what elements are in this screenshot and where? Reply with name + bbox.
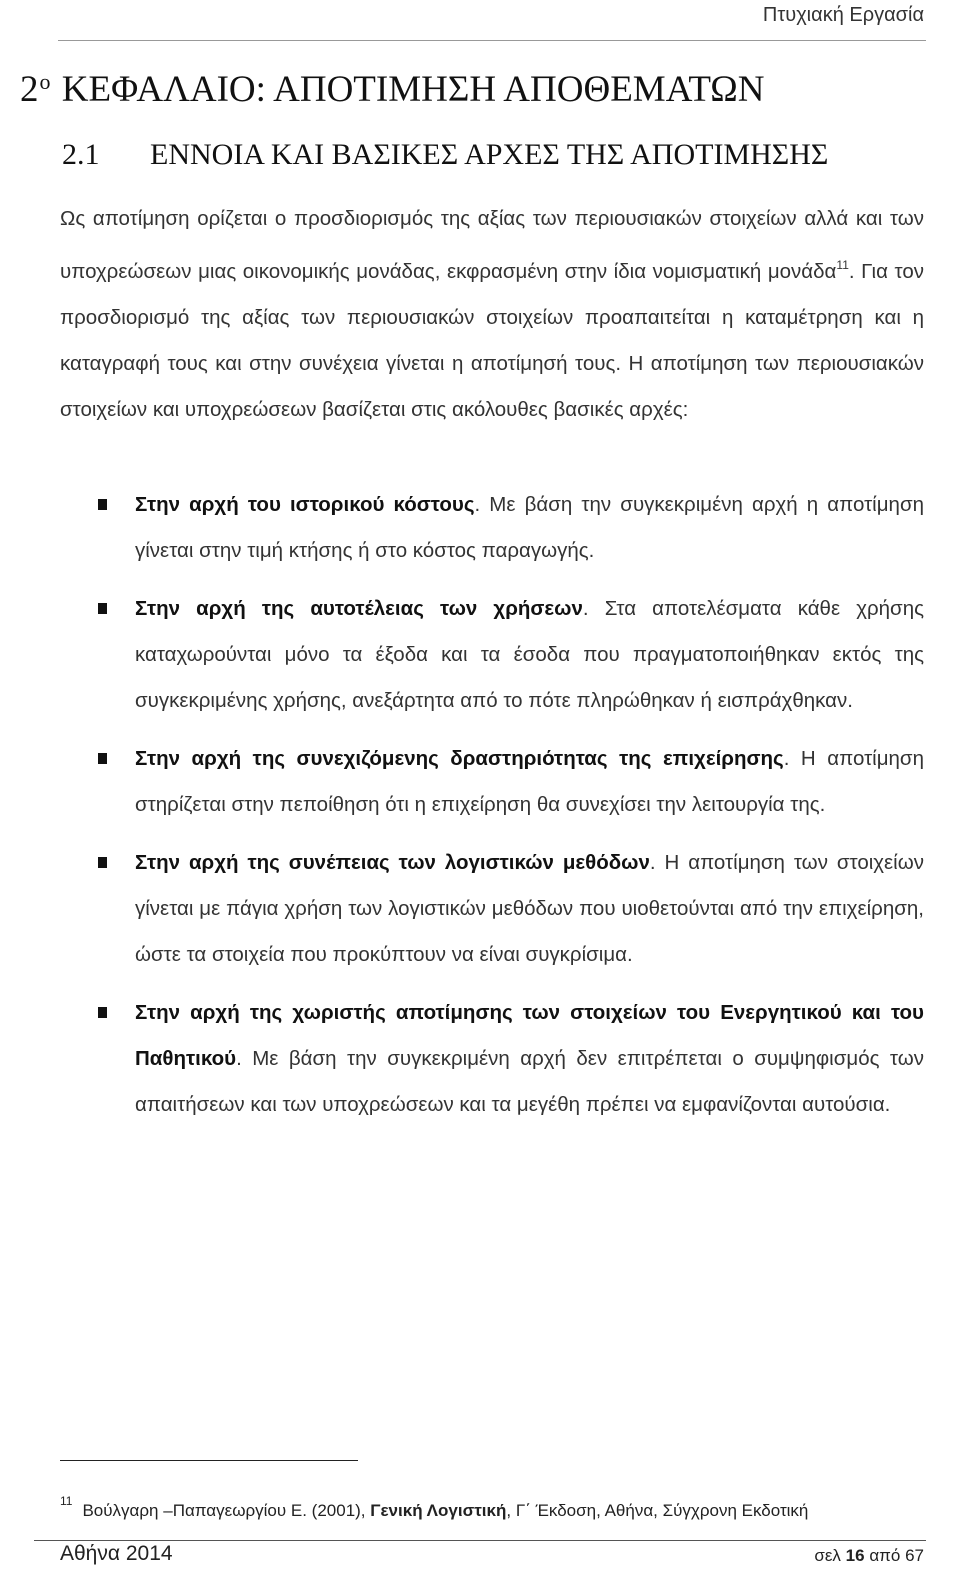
list-item: [60, 990, 924, 1128]
principle-text: . Στα αποτελέσματα κάθε χρήσης καταχωρούνται μόνο τα έξοδα και τα έσοδα που πραγματοποιήθηκαν εκτός της συγκεκριμένης χρήσης, ανεξάρτητα από το πότε πληρώθηκαν ή εισπράχθηκαν.: [135, 597, 924, 712]
square-bullet-icon: [98, 1007, 107, 1018]
list-item: [60, 482, 924, 574]
list-item: [60, 586, 924, 724]
chapter-title: ΚΕΦΑΛΑΙΟ: ΑΠΟΤΙΜΗΣΗ ΑΠΟΘΕΜΑΤΩΝ: [61, 69, 765, 110]
principle-title: Στην αρχή της συνέπειας των λογιστικών μεθόδων: [135, 851, 650, 874]
chapter-number: 2: [20, 69, 39, 110]
footnote-text-before: Βούλγαρη –Παπαγεωργίου Ε. (2001),: [82, 1501, 371, 1520]
principle-text: . Με βάση την συγκεκριμένη αρχή δεν επιτρέπεται ο συμψηφισμός των απαιτήσεων και των υποχρεώσεων και τα μεγέθη πρέπει να εμφανίζονται αυτούσια.: [135, 1047, 924, 1116]
page-indicator: [814, 1546, 924, 1566]
page-of-label: από: [869, 1546, 901, 1565]
list-item: [60, 840, 924, 978]
principle-title: Στην αρχή της χωριστής αποτίμησης των στοιχείων του Ενεργητικού και του Παθητικού: [135, 1001, 924, 1070]
footnote-text-after: , Γ΄ Έκδοση, Αθήνα, Σύγχρονη Εκδοτική: [506, 1501, 809, 1520]
section-number: 2.1: [62, 138, 100, 171]
section-title: ΕΝΝΟΙΑ ΚΑΙ ΒΑΣΙΚΕΣ ΑΡΧΕΣ ΤΗΣ ΑΠΟΤΙΜΗΣΗΣ: [150, 138, 829, 171]
intro-text-2: . Για τον προσδιορισμό της αξίας των περιουσιακών στοιχείων προαπαιτείται η καταμέτρηση και η καταγραφή τους και στην συνέχεια γίνεται η αποτίμησή τους. Η αποτίμηση των περιουσιακών στοιχείων και υποχρεώσεων βασίζεται στις ακόλουθες βασικές αρχές:: [60, 260, 924, 421]
square-bullet-icon: [98, 857, 107, 868]
footnote-number: 11: [60, 1494, 73, 1508]
intro-text-1: Ως αποτίμηση ορίζεται ο προσδιορισμός της αξίας των περιουσιακών στοιχείων αλλά και των υποχρεώσεων μιας οικονομικής μονάδας, εκφρασμένη στην ίδια νομισματική μονάδα: [60, 207, 924, 283]
footnote-reference[interactable]: 11: [836, 258, 849, 272]
list-item: [60, 736, 924, 828]
page-number: 16: [845, 1546, 865, 1565]
principle-title: Στην αρχή της συνεχιζόμενης δραστηριότητας της επιχείρησης: [135, 747, 784, 770]
square-bullet-icon: [98, 603, 107, 614]
footer-location-year: Αθήνα 2014: [60, 1542, 173, 1565]
principle-title: Στην αρχή της αυτοτέλειας των χρήσεων: [135, 597, 583, 620]
chapter-ordinal: ο: [39, 69, 51, 94]
square-bullet-icon: [98, 753, 107, 764]
principle-text: . Η αποτίμηση των στοιχείων γίνεται με πάγια χρήση των λογιστικών μεθόδων που υιοθετούνται από την επιχείρηση, ώστε τα στοιχεία που προκύπτουν να είναι συγκρίσιμα.: [135, 851, 924, 966]
footnote: [60, 1494, 808, 1521]
running-header: Πτυχιακή Εργασία: [762, 4, 924, 26]
footnote-book-title: Γενική Λογιστική: [370, 1501, 507, 1520]
chapter-heading: [20, 68, 765, 111]
principles-list: [60, 482, 924, 1140]
principle-text: . Με βάση την συγκεκριμένη αρχή η αποτίμηση γίνεται στην τιμή κτήσης ή στο κόστος παραγωγής.: [135, 493, 924, 562]
page-total: 67: [905, 1546, 924, 1565]
square-bullet-icon: [98, 499, 107, 510]
header-divider: [58, 40, 926, 41]
footer-divider: [34, 1540, 926, 1541]
page-label: σελ: [814, 1546, 841, 1565]
section-heading: [62, 138, 828, 172]
footnote-separator: [60, 1460, 358, 1461]
principle-title: Στην αρχή του ιστορικού κόστους: [135, 493, 475, 516]
intro-paragraph: [60, 196, 924, 433]
principle-text: . Η αποτίμηση στηρίζεται στην πεποίθηση ότι η επιχείρηση θα συνεχίσει την λειτουργία της.: [135, 747, 924, 816]
